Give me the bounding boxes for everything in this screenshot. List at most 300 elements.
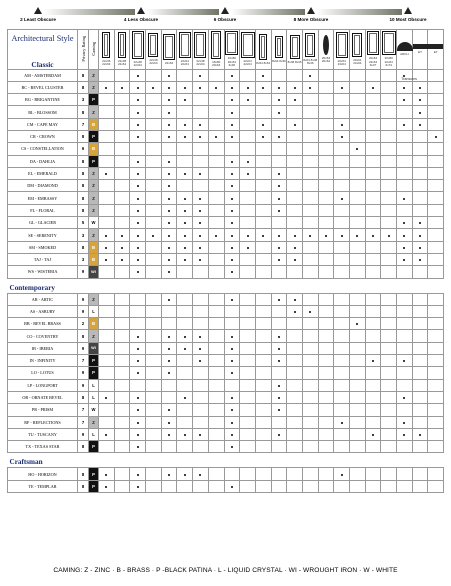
availability-cell bbox=[130, 69, 146, 81]
availability-cell bbox=[146, 217, 162, 229]
available-dot bbox=[403, 360, 405, 362]
availability-cell bbox=[397, 241, 413, 253]
availability-cell bbox=[224, 204, 240, 216]
availability-cell bbox=[114, 293, 130, 305]
style-name: BC - BEVEL CLUSTER bbox=[8, 81, 78, 93]
availability-cell bbox=[177, 391, 193, 403]
available-dot bbox=[231, 210, 233, 212]
availability-cell bbox=[161, 167, 177, 179]
availability-cell bbox=[365, 217, 381, 229]
availability-cell bbox=[381, 229, 397, 241]
availability-cell bbox=[412, 204, 428, 216]
style-name: BB - BEVEL BRASS bbox=[8, 318, 78, 330]
availability-cell bbox=[334, 480, 350, 492]
availability-cell bbox=[350, 379, 366, 391]
availability-cell bbox=[302, 355, 318, 367]
availability-cell bbox=[412, 143, 428, 155]
availability-cell bbox=[114, 81, 130, 93]
availability-cell bbox=[397, 253, 413, 265]
availability-cell bbox=[146, 192, 162, 204]
availability-cell bbox=[240, 253, 256, 265]
caming-code: B bbox=[89, 143, 99, 155]
availability-cell bbox=[208, 155, 224, 167]
available-dot bbox=[356, 323, 358, 325]
privacy-rating-header bbox=[78, 30, 89, 70]
availability-cell bbox=[161, 428, 177, 440]
door-style-header bbox=[381, 30, 397, 70]
availability-cell bbox=[365, 318, 381, 330]
availability-cell bbox=[177, 342, 193, 354]
availability-cell bbox=[255, 130, 271, 142]
caming-code: Z bbox=[89, 106, 99, 118]
caming-header-label: Caming bbox=[91, 41, 96, 56]
availability-cell bbox=[193, 118, 209, 130]
availability-cell bbox=[334, 94, 350, 106]
availability-cell bbox=[397, 342, 413, 354]
availability-cell bbox=[208, 355, 224, 367]
availability-cell bbox=[99, 266, 115, 278]
style-name: BL - BLOSSOM bbox=[8, 106, 78, 118]
availability-cell bbox=[334, 367, 350, 379]
available-dot bbox=[184, 474, 186, 476]
available-dot bbox=[199, 173, 201, 175]
style-name: TAJ - TAJ bbox=[8, 253, 78, 265]
availability-cell bbox=[161, 480, 177, 492]
availability-cell bbox=[302, 155, 318, 167]
availability-cell bbox=[130, 391, 146, 403]
available-dot bbox=[168, 336, 170, 338]
available-dot bbox=[247, 235, 249, 237]
availability-cell bbox=[412, 330, 428, 342]
availability-cell bbox=[271, 441, 287, 453]
availability-cell bbox=[318, 106, 334, 118]
availability-cell bbox=[240, 480, 256, 492]
available-dot bbox=[199, 259, 201, 261]
availability-cell bbox=[255, 428, 271, 440]
availability-cell bbox=[334, 69, 350, 81]
availability-cell bbox=[271, 379, 287, 391]
availability-cell bbox=[161, 180, 177, 192]
availability-cell bbox=[381, 253, 397, 265]
availability-cell bbox=[334, 130, 350, 142]
availability-cell bbox=[161, 391, 177, 403]
availability-cell bbox=[255, 480, 271, 492]
availability-cell bbox=[428, 81, 444, 93]
availability-cell bbox=[161, 94, 177, 106]
availability-cell bbox=[381, 468, 397, 480]
availability-cell bbox=[208, 69, 224, 81]
availability-cell bbox=[350, 367, 366, 379]
availability-cell bbox=[318, 217, 334, 229]
availability-cell bbox=[381, 106, 397, 118]
availability-cell bbox=[334, 391, 350, 403]
availability-cell bbox=[130, 416, 146, 428]
available-dot bbox=[105, 235, 107, 237]
availability-cell bbox=[397, 118, 413, 130]
availability-cell bbox=[240, 355, 256, 367]
availability-cell bbox=[99, 379, 115, 391]
availability-cell bbox=[99, 69, 115, 81]
availability-cell bbox=[318, 416, 334, 428]
available-dot bbox=[137, 446, 139, 448]
availability-cell bbox=[397, 416, 413, 428]
availability-cell bbox=[99, 180, 115, 192]
availability-cell bbox=[240, 404, 256, 416]
availability-cell bbox=[161, 355, 177, 367]
availability-cell bbox=[193, 155, 209, 167]
available-dot bbox=[403, 87, 405, 89]
availability-cell bbox=[161, 155, 177, 167]
privacy-marker bbox=[34, 7, 42, 14]
availability-cell bbox=[428, 118, 444, 130]
availability-cell bbox=[193, 404, 209, 416]
available-dot bbox=[278, 348, 280, 350]
available-dot bbox=[231, 299, 233, 301]
availability-cell bbox=[350, 404, 366, 416]
availability-cell bbox=[255, 342, 271, 354]
door-size-label: ARCH bbox=[400, 52, 409, 57]
available-dot bbox=[341, 474, 343, 476]
availability-cell bbox=[271, 94, 287, 106]
door-glass-icon bbox=[102, 32, 110, 58]
availability-cell bbox=[381, 167, 397, 179]
caming-code: P bbox=[89, 94, 99, 106]
availability-cell bbox=[208, 94, 224, 106]
availability-cell bbox=[240, 379, 256, 391]
availability-cell bbox=[271, 367, 287, 379]
table-row bbox=[8, 143, 444, 155]
availability-cell bbox=[161, 404, 177, 416]
availability-cell bbox=[208, 167, 224, 179]
availability-cell bbox=[287, 318, 303, 330]
availability-cell bbox=[397, 167, 413, 179]
availability-cell bbox=[287, 204, 303, 216]
availability-cell bbox=[381, 192, 397, 204]
available-dot bbox=[278, 259, 280, 261]
availability-cell bbox=[99, 441, 115, 453]
door-glass-icon bbox=[118, 32, 126, 58]
availability-cell bbox=[381, 441, 397, 453]
availability-cell bbox=[177, 468, 193, 480]
availability-cell bbox=[287, 106, 303, 118]
table-row bbox=[8, 367, 444, 379]
privacy-rating: 9 bbox=[78, 379, 89, 391]
availability-cell bbox=[130, 428, 146, 440]
availability-cell bbox=[334, 342, 350, 354]
availability-cell bbox=[302, 106, 318, 118]
availability-cell bbox=[99, 94, 115, 106]
availability-cell bbox=[255, 253, 271, 265]
availability-cell bbox=[193, 69, 209, 81]
available-dot bbox=[199, 136, 201, 138]
availability-cell bbox=[99, 229, 115, 241]
availability-cell bbox=[334, 266, 350, 278]
door-size-label: ET bbox=[433, 50, 438, 55]
availability-cell bbox=[177, 192, 193, 204]
availability-cell bbox=[114, 355, 130, 367]
available-dot bbox=[137, 235, 139, 237]
privacy-rating: 6 bbox=[78, 143, 89, 155]
availability-cell bbox=[114, 266, 130, 278]
availability-cell bbox=[255, 404, 271, 416]
availability-cell bbox=[302, 167, 318, 179]
available-dot bbox=[231, 422, 233, 424]
availability-cell bbox=[255, 180, 271, 192]
availability-cell bbox=[412, 342, 428, 354]
availability-cell bbox=[365, 180, 381, 192]
availability-cell bbox=[114, 379, 130, 391]
availability-cell bbox=[350, 180, 366, 192]
availability-cell bbox=[193, 428, 209, 440]
availability-cell bbox=[397, 229, 413, 241]
availability-cell bbox=[428, 355, 444, 367]
availability-cell bbox=[146, 416, 162, 428]
caming-code: P bbox=[89, 468, 99, 480]
available-dot bbox=[419, 124, 421, 126]
availability-cell bbox=[287, 155, 303, 167]
available-dot bbox=[184, 348, 186, 350]
available-dot bbox=[231, 185, 233, 187]
available-dot bbox=[168, 173, 170, 175]
table-row bbox=[8, 130, 444, 142]
section-header-row bbox=[8, 278, 444, 293]
privacy-rating: 7 bbox=[78, 355, 89, 367]
availability-cell bbox=[177, 379, 193, 391]
availability-cell bbox=[302, 192, 318, 204]
availability-cell bbox=[412, 318, 428, 330]
availability-cell bbox=[271, 305, 287, 317]
availability-cell bbox=[146, 305, 162, 317]
availability-cell bbox=[208, 330, 224, 342]
available-dot bbox=[262, 75, 264, 77]
privacy-gradient bbox=[44, 9, 135, 15]
availability-cell bbox=[161, 330, 177, 342]
available-dot bbox=[199, 222, 201, 224]
availability-cell bbox=[381, 94, 397, 106]
availability-cell bbox=[99, 480, 115, 492]
door-style-header bbox=[412, 30, 428, 70]
privacy-rating: 5 bbox=[78, 217, 89, 229]
available-dot bbox=[262, 87, 264, 89]
available-dot bbox=[184, 222, 186, 224]
availability-cell bbox=[428, 342, 444, 354]
availability-cell bbox=[271, 293, 287, 305]
availability-cell bbox=[334, 330, 350, 342]
caming-code: Z bbox=[89, 192, 99, 204]
door-style-header bbox=[193, 30, 209, 70]
availability-cell bbox=[224, 379, 240, 391]
available-dot bbox=[168, 112, 170, 114]
availability-cell bbox=[114, 204, 130, 216]
availability-cell bbox=[224, 293, 240, 305]
availability-cell bbox=[177, 167, 193, 179]
available-dot bbox=[278, 87, 280, 89]
availability-cell bbox=[240, 428, 256, 440]
available-dot bbox=[372, 360, 374, 362]
privacy-marker bbox=[404, 7, 412, 14]
availability-cell bbox=[318, 355, 334, 367]
availability-cell bbox=[412, 480, 428, 492]
availability-cell bbox=[208, 253, 224, 265]
door-glass-icon bbox=[211, 31, 221, 59]
availability-cell bbox=[114, 468, 130, 480]
availability-cell bbox=[271, 118, 287, 130]
availability-cell bbox=[428, 217, 444, 229]
table-row bbox=[8, 318, 444, 330]
available-dot bbox=[168, 259, 170, 261]
availability-cell bbox=[130, 167, 146, 179]
availability-cell bbox=[208, 130, 224, 142]
availability-cell bbox=[428, 155, 444, 167]
availability-cell bbox=[161, 217, 177, 229]
style-name: CS - CONSTELLATION bbox=[8, 143, 78, 155]
available-dot bbox=[184, 87, 186, 89]
availability-cell bbox=[287, 217, 303, 229]
available-dot bbox=[231, 235, 233, 237]
availability-cell bbox=[130, 130, 146, 142]
availability-cell bbox=[318, 155, 334, 167]
availability-cell bbox=[302, 229, 318, 241]
availability-cell bbox=[350, 204, 366, 216]
available-dot bbox=[278, 360, 280, 362]
availability-cell bbox=[381, 318, 397, 330]
availability-cell bbox=[161, 468, 177, 480]
availability-cell bbox=[397, 330, 413, 342]
availability-cell bbox=[397, 441, 413, 453]
door-size-label: 22x38 22x64 bbox=[196, 58, 205, 67]
caming-code: Z bbox=[89, 180, 99, 192]
table-row bbox=[8, 266, 444, 278]
availability-cell bbox=[287, 266, 303, 278]
availability-cell bbox=[177, 81, 193, 93]
availability-cell bbox=[350, 330, 366, 342]
available-dot bbox=[137, 409, 139, 411]
availability-cell bbox=[114, 69, 130, 81]
availability-cell bbox=[193, 391, 209, 403]
availability-cell bbox=[193, 81, 209, 93]
caming-code: B bbox=[89, 118, 99, 130]
availability-cell bbox=[428, 143, 444, 155]
availability-cell bbox=[412, 130, 428, 142]
available-dot bbox=[419, 235, 421, 237]
availability-cell bbox=[208, 106, 224, 118]
availability-cell bbox=[302, 379, 318, 391]
availability-cell bbox=[428, 416, 444, 428]
availability-cell bbox=[397, 379, 413, 391]
availability-cell bbox=[99, 155, 115, 167]
availability-cell bbox=[224, 441, 240, 453]
availability-cell bbox=[412, 468, 428, 480]
availability-cell bbox=[99, 192, 115, 204]
caming-code: B bbox=[89, 241, 99, 253]
availability-cell bbox=[99, 130, 115, 142]
availability-cell bbox=[161, 367, 177, 379]
availability-cell bbox=[240, 367, 256, 379]
availability-cell bbox=[397, 305, 413, 317]
availability-cell bbox=[193, 253, 209, 265]
availability-cell bbox=[99, 330, 115, 342]
availability-cell bbox=[287, 379, 303, 391]
availability-cell bbox=[240, 293, 256, 305]
style-name: SM - SMOKED bbox=[8, 241, 78, 253]
availability-cell bbox=[287, 428, 303, 440]
availability-cell bbox=[302, 305, 318, 317]
available-dot bbox=[278, 136, 280, 138]
availability-cell bbox=[365, 367, 381, 379]
availability-cell bbox=[161, 69, 177, 81]
availability-cell bbox=[177, 253, 193, 265]
availability-cell bbox=[302, 330, 318, 342]
availability-cell bbox=[412, 293, 428, 305]
availability-cell bbox=[381, 118, 397, 130]
available-dot bbox=[199, 87, 201, 89]
available-dot bbox=[168, 99, 170, 101]
caming-code: P bbox=[89, 355, 99, 367]
availability-cell bbox=[318, 367, 334, 379]
availability-cell bbox=[224, 118, 240, 130]
caming-code: Z bbox=[89, 204, 99, 216]
door-glass-icon bbox=[179, 32, 191, 58]
available-dot bbox=[105, 173, 107, 175]
available-dot bbox=[231, 124, 233, 126]
privacy-rating: 9 bbox=[78, 342, 89, 354]
privacy-rating-header-label: Privacy Rating bbox=[80, 35, 86, 62]
availability-cell bbox=[193, 94, 209, 106]
availability-cell bbox=[365, 355, 381, 367]
availability-cell bbox=[130, 266, 146, 278]
availability-cell bbox=[114, 367, 130, 379]
door-size-label: 8x48 8x36 bbox=[287, 59, 302, 64]
door-size-label: 22x38 22x64 bbox=[149, 57, 158, 66]
available-dot bbox=[199, 75, 201, 77]
availability-cell bbox=[240, 441, 256, 453]
availability-cell bbox=[271, 180, 287, 192]
available-dot bbox=[137, 75, 139, 77]
available-dot bbox=[184, 198, 186, 200]
availability-cell bbox=[302, 241, 318, 253]
door-style-header bbox=[365, 30, 381, 70]
privacy-gradient bbox=[231, 9, 305, 15]
availability-cell bbox=[146, 293, 162, 305]
door-size-label: 20x64 24x64 bbox=[353, 57, 362, 66]
door-style-header bbox=[130, 30, 146, 70]
availability-cell bbox=[334, 143, 350, 155]
availability-cell bbox=[114, 118, 130, 130]
door-size-label: 22x64 22x64 bbox=[243, 58, 252, 67]
available-dot bbox=[356, 148, 358, 150]
availability-cell bbox=[255, 441, 271, 453]
availability-cell bbox=[365, 130, 381, 142]
availability-cell bbox=[365, 293, 381, 305]
availability-cell bbox=[193, 441, 209, 453]
availability-cell bbox=[428, 428, 444, 440]
available-dot bbox=[341, 422, 343, 424]
available-dot bbox=[137, 348, 139, 350]
availability-cell bbox=[177, 229, 193, 241]
available-dot bbox=[168, 75, 170, 77]
availability-cell bbox=[255, 355, 271, 367]
table-row bbox=[8, 305, 444, 317]
table-row bbox=[8, 217, 444, 229]
availability-cell bbox=[287, 241, 303, 253]
available-dot bbox=[168, 124, 170, 126]
availability-cell bbox=[397, 355, 413, 367]
availability-cell bbox=[271, 217, 287, 229]
available-dot bbox=[231, 136, 233, 138]
caming-code: P bbox=[89, 130, 99, 142]
transoms-label: Transoms bbox=[401, 77, 417, 81]
availability-cell bbox=[193, 266, 209, 278]
